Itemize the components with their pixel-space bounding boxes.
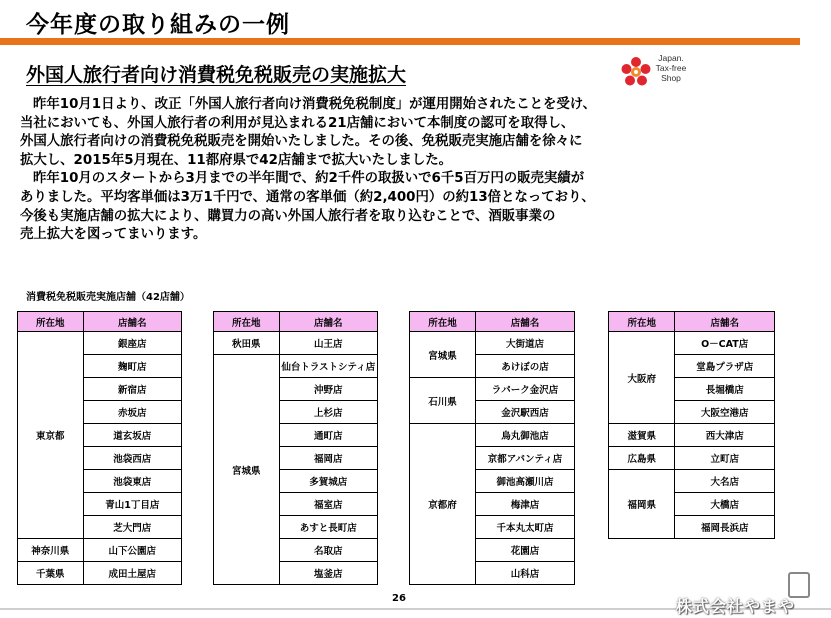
- store-cell: 芝大門店: [83, 516, 181, 539]
- company-badge-icon: [788, 572, 810, 598]
- store-cell: ラパーク金沢店: [476, 378, 575, 401]
- store-cell: 御池高瀬川店: [476, 470, 575, 493]
- store-cell: 上杉店: [279, 401, 377, 424]
- location-cell: 福岡県: [609, 470, 675, 539]
- table-row: [609, 424, 775, 447]
- location-header: 所在地: [609, 312, 675, 332]
- store-cell: 花園店: [476, 539, 575, 562]
- store-cell: あすと長町店: [279, 516, 377, 539]
- store-header: 店舗名: [83, 312, 181, 332]
- table-row: [609, 470, 775, 493]
- store-cell: 池袋西店: [83, 447, 181, 470]
- body-line: 昨年10月のスタートから3月までの半年間で、約2千件の取扱いで6千5百万円の販売実績が: [33, 171, 585, 187]
- page-title: 今年度の取り組みの一例: [26, 12, 290, 38]
- store-header: 店舗名: [279, 312, 377, 332]
- store-cell: 銀座店: [83, 332, 181, 355]
- store-table-3: [409, 311, 575, 585]
- store-cell: 立町店: [675, 447, 775, 470]
- orange-divider: [0, 38, 800, 45]
- location-cell: 千葉県: [18, 562, 84, 585]
- store-cell: 名取店: [279, 539, 377, 562]
- logo-line-3: Shop: [661, 73, 681, 83]
- location-cell: 広島県: [609, 447, 675, 470]
- body-line: 売上拡大を図ってまいります。: [20, 227, 207, 243]
- body-line: 昨年10月1日より、改正「外国人旅行者向け消費税免税制度」が運用開始されたことを受け、: [33, 97, 597, 112]
- store-cell: 烏丸御池店: [476, 424, 575, 447]
- table-row: [410, 424, 575, 447]
- store-cell: O－CAT店: [675, 332, 775, 355]
- table-row: [609, 332, 775, 355]
- cherry-blossom-icon: [620, 56, 652, 88]
- location-header: 所在地: [410, 312, 476, 332]
- store-header: 店舗名: [476, 312, 575, 332]
- table-row: [609, 447, 775, 470]
- location-cell: 大阪府: [609, 332, 675, 424]
- body-line: 拡大し、2015年5月現在、11都府県で42店舗まで拡大いたしました。: [20, 152, 453, 168]
- location-cell: 東京都: [18, 332, 84, 539]
- store-cell: 沖野店: [279, 378, 377, 401]
- store-cell: 京都アバンティ店: [476, 447, 575, 470]
- store-cell: 大阪空港店: [675, 401, 775, 424]
- store-cell: あけぼの店: [476, 355, 575, 378]
- store-cell: 大橋店: [675, 493, 775, 516]
- store-cell: 塩釜店: [279, 562, 377, 585]
- store-table-4: [608, 311, 775, 539]
- company-logo-text: 株式会社やまや: [676, 597, 796, 616]
- store-cell: 堂島プラザ店: [675, 355, 775, 378]
- store-cell: 梅津店: [476, 493, 575, 516]
- store-cell: 山下公園店: [83, 539, 181, 562]
- store-cell: 成田土屋店: [83, 562, 181, 585]
- store-table-1: [17, 311, 182, 585]
- body-line: ありました。平均客単価は3万1千円で、通常の客単価（約2,400円）の約13倍となっており、: [20, 189, 595, 205]
- store-cell: 池袋東店: [83, 470, 181, 493]
- logo-line-2: Tax-free: [655, 63, 687, 73]
- section-title: 外国人旅行者向け消費税免税販売の実施拡大: [26, 64, 407, 86]
- location-cell: 秋田県: [214, 332, 280, 355]
- location-cell: 石川県: [410, 378, 476, 424]
- table-row: [18, 562, 182, 585]
- store-cell: 金沢駅西店: [476, 401, 575, 424]
- body-line: 当社においても、外国人旅行者の利用が見込まれる21店舗において本制度の認可を取得し、: [20, 115, 575, 131]
- store-cell: 多賀城店: [279, 470, 377, 493]
- store-table-2: [213, 311, 378, 585]
- location-cell: 神奈川県: [18, 539, 84, 562]
- store-cell: 福岡長浜店: [675, 516, 775, 539]
- store-cell: 大名店: [675, 470, 775, 493]
- body-line: 外国人旅行者向けの消費税免税販売を開始いたしました。その後、免税販売実施店舗を徐々に: [20, 134, 583, 150]
- location-header: 所在地: [214, 312, 280, 332]
- store-cell: 道玄坂店: [83, 424, 181, 447]
- store-cell: 仙台トラストシティ店: [279, 355, 377, 378]
- location-cell: 宮城県: [410, 332, 476, 378]
- table-row: [410, 332, 575, 355]
- store-cell: 赤坂店: [83, 401, 181, 424]
- page-number: 26: [392, 593, 406, 604]
- location-cell: 滋賀県: [609, 424, 675, 447]
- location-cell: 京都府: [410, 424, 476, 585]
- store-cell: 通町店: [279, 424, 377, 447]
- store-cell: 長堀橋店: [675, 378, 775, 401]
- store-cell: 福岡店: [279, 447, 377, 470]
- logo-line-1: Japan.: [658, 53, 684, 63]
- store-cell: 大街道店: [476, 332, 575, 355]
- body-line: 今後も実施店舗の拡大により、購買力の高い外国人旅行者を取り込むことで、酒販事業の: [20, 208, 556, 224]
- store-cell: 福室店: [279, 493, 377, 516]
- location-header: 所在地: [18, 312, 84, 332]
- body-paragraph: [20, 96, 800, 245]
- japan-tax-free-shop-logo: [620, 52, 692, 92]
- store-cell: 青山1丁目店: [83, 493, 181, 516]
- store-header: 店舗名: [675, 312, 775, 332]
- table-row: [214, 355, 378, 378]
- table-row: [18, 332, 182, 355]
- store-cell: 千本丸太町店: [476, 516, 575, 539]
- location-cell: 宮城県: [214, 355, 280, 585]
- table-caption: 消費税免税販売実施店舗（42店舗）: [26, 292, 190, 303]
- store-cell: 山王店: [279, 332, 377, 355]
- table-row: [18, 539, 182, 562]
- store-cell: 山科店: [476, 562, 575, 585]
- table-row: [214, 332, 378, 355]
- store-cell: 麹町店: [83, 355, 181, 378]
- table-row: [410, 378, 575, 401]
- store-cell: 西大津店: [675, 424, 775, 447]
- store-cell: 新宿店: [83, 378, 181, 401]
